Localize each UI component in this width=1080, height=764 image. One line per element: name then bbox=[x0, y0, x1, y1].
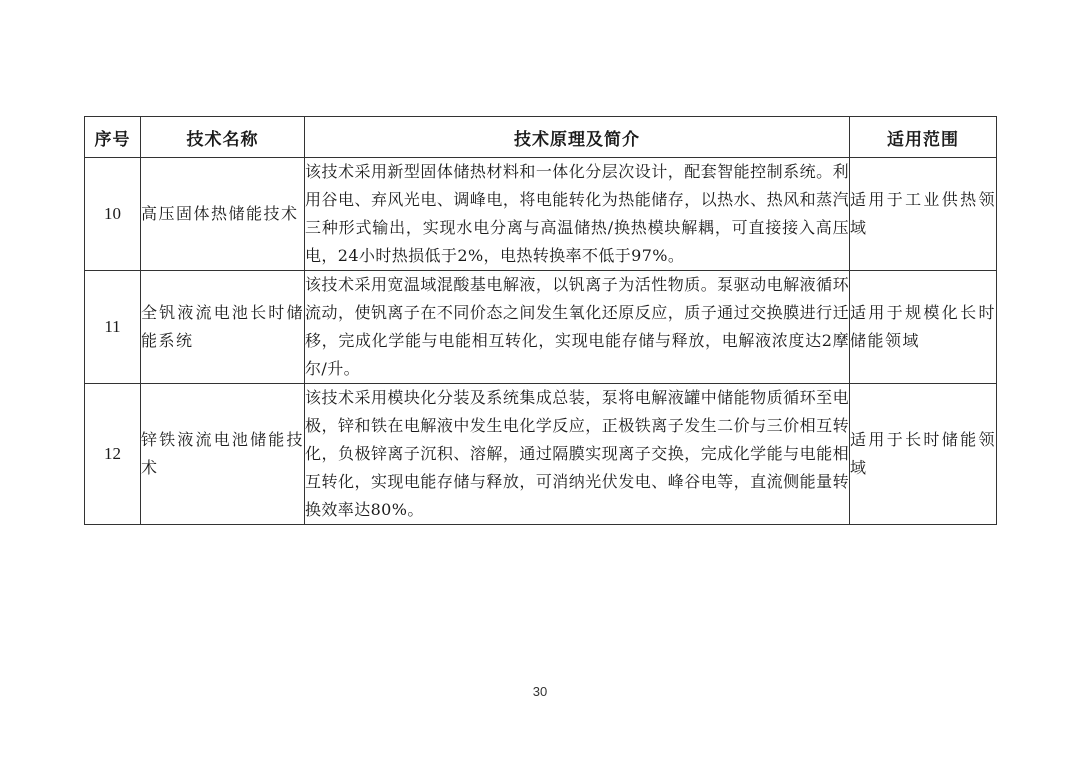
application-scope: 适用于长时储能领域 bbox=[850, 384, 997, 525]
table-row bbox=[85, 384, 997, 525]
application-scope: 适用于工业供热领域 bbox=[850, 158, 997, 271]
technology-description: 该技术采用宽温域混酸基电解液，以钒离子为活性物质。泵驱动电解液循环流动，使钒离子在不同价态之间发生氧化还原反应，质子通过交换膜进行迁移，完成化学能与电能相互转化，实现电能存储与释放，电解液浓度达2摩尔/升。 bbox=[305, 271, 850, 384]
header-application-scope: 适用范围 bbox=[850, 117, 997, 158]
technology-description: 该技术采用新型固体储热材料和一体化分层次设计，配套智能控制系统。利用谷电、弃风光电、调峰电，将电能转化为热能储存，以热水、热风和蒸汽三种形式输出，实现水电分离与高温储热/换热模块解耦，可直接接入高压电，24小时热损低于2%，电热转换率不低于97%。 bbox=[305, 158, 850, 271]
application-scope: 适用于规模化长时储能领域 bbox=[850, 271, 997, 384]
table-header-row bbox=[85, 117, 997, 158]
table-row bbox=[85, 158, 997, 271]
technology-description: 该技术采用模块化分装及系统集成总装，泵将电解液罐中储能物质循环至电极，锌和铁在电解液中发生电化学反应，正极铁离子发生二价与三价相互转化，负极锌离子沉积、溶解，通过隔膜实现离子交换，完成化学能与电能相互转化，实现电能存储与释放，可消纳光伏发电、峰谷电等，直流侧能量转换效率达80%。 bbox=[305, 384, 850, 525]
row-number: 11 bbox=[85, 271, 141, 384]
technology-table bbox=[84, 116, 997, 525]
technology-name: 全钒液流电池长时储能系统 bbox=[141, 271, 305, 384]
table-row bbox=[85, 271, 997, 384]
page-number: 30 bbox=[532, 684, 548, 699]
technology-name: 高压固体热储能技术 bbox=[141, 158, 305, 271]
row-number: 10 bbox=[85, 158, 141, 271]
header-technology-name: 技术名称 bbox=[141, 117, 305, 158]
row-number: 12 bbox=[85, 384, 141, 525]
technology-name: 锌铁液流电池储能技术 bbox=[141, 384, 305, 525]
header-number: 序号 bbox=[85, 117, 141, 158]
header-principle-intro: 技术原理及简介 bbox=[305, 117, 850, 158]
